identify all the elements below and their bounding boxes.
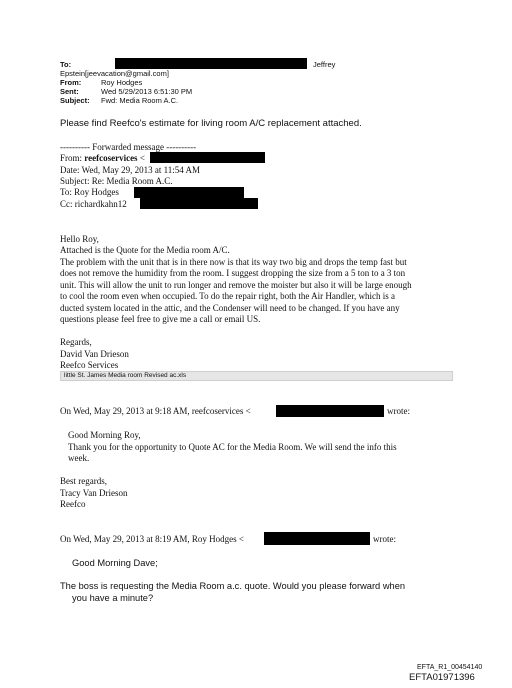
forward-subject: Subject: Re: Media Room A.C. [60,176,173,186]
from-value: Roy Hodges [101,78,143,87]
quote-header-wrote: wrote: [387,406,410,416]
to-label: To: [60,60,72,69]
body-line: unit. This will allow the unit to run longer and remove the moister but also it will be large enough [60,279,412,290]
to-address: Epstein[jeevacation@gmail.com] [60,69,169,78]
body-line: does not remove the humidity from the room. I suggest dropping the size from a 5 ton to a 3 ton [60,268,406,278]
quote-header: On Wed, May 29, 2013 at 9:18 AM, reefcoservices < [60,406,251,416]
quote-line: The boss is requesting the Media Room a.c. quote. Would you please forward when [60,581,406,591]
from-label: From: [60,78,82,87]
body-line: to cool the room even when occupied. To do the repair right, both the Air Handler, which is a [60,291,396,301]
subject-value: Fwd: Media Room A.C. [101,96,179,105]
quote-signer-name: Tracy Van Drieson [60,487,128,498]
redaction-bar [115,58,307,69]
attachment-name[interactable]: little St. James Media room Revised ac.xls [64,372,187,379]
body-line: questions please feel free to give me a call or email US. [60,314,261,324]
quote-line: week. [68,453,90,463]
quote-signoff: Best regards, [60,476,107,486]
quote-signer-company: Reefco [60,499,86,509]
quote-greeting: Good Morning Roy, [68,430,141,440]
redaction-bar [134,187,244,198]
body-line: The problem with the unit that is in there now is that its way two big and drops the temp fast but [60,256,407,267]
to-name-suffix: Jeffrey [313,60,336,69]
bates-id-1: EFTA_R1_00454140 [417,664,483,671]
intro-text: Please find Reefco's estimate for living room A/C replacement attached. [60,118,362,129]
body-greeting: Hello Roy, [60,234,99,244]
redaction-bar [264,532,370,545]
body-line: Attached is the Quote for the Media room A/C. [60,245,230,255]
signer-name: David Van Drieson [60,348,129,359]
redaction-bar [276,405,384,417]
attachment-bar[interactable] [60,371,453,381]
redaction-bar [150,152,265,163]
quote-header: On Wed, May 29, 2013 at 8:19 AM, Roy Hodges < [60,534,244,544]
forward-divider: ---------- Forwarded message ---------- [60,142,197,152]
sent-label: Sent: [60,87,79,96]
quote-line: Thank you for the opportunity to Quote AC for the Media Room. We will send the info this [68,441,397,452]
forward-from: From: reefcoservices < [60,153,145,163]
signer-company: Reefco Services [60,360,119,370]
forward-cc: Cc: richardkahn12 [60,199,127,209]
quote-line: you have a minute? [72,593,154,603]
bates-id-2: EFTA01971396 [409,672,475,683]
forward-sender: reefcoservices [84,153,138,163]
redaction-bar [140,198,258,209]
forward-to: To: Roy Hodges [60,187,119,197]
sent-value: Wed 5/29/2013 6:51:30 PM [101,87,193,96]
quote-header-wrote: wrote: [373,534,396,544]
signoff: Regards, [60,337,92,347]
quote-greeting: Good Morning Dave; [72,558,158,568]
forward-date: Date: Wed, May 29, 2013 at 11:54 AM [60,165,201,175]
body-line: ducted system located in the attic, and the Condenser will need to be changed. If you have any [60,302,400,313]
subject-label: Subject: [60,96,90,105]
